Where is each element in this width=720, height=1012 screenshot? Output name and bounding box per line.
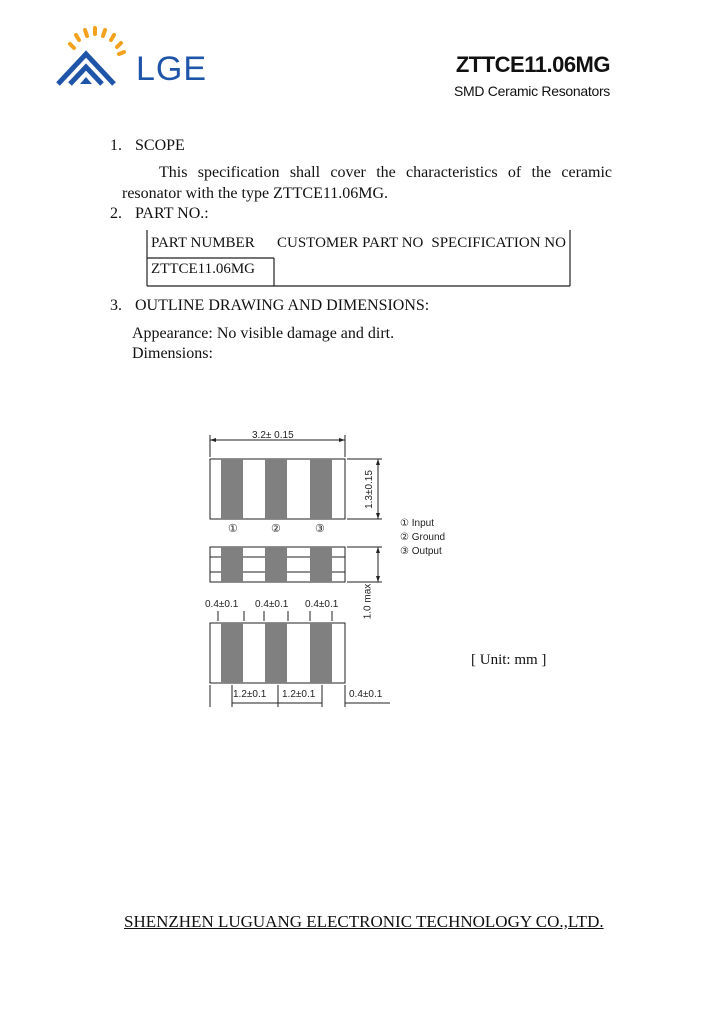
electrode-width-label: 0.4±0.1	[305, 599, 339, 610]
thickness-dimension-label: 1.0 max	[362, 583, 374, 620]
electrode-side-2	[265, 547, 287, 582]
table-cell-spec-no	[427, 256, 575, 282]
outline-number: 3.	[110, 297, 122, 314]
table-row	[147, 256, 575, 282]
table-header-cell: PART NUMBER	[151, 234, 255, 251]
pin-number-3: ③	[315, 523, 325, 535]
outline-heading: OUTLINE DRAWING AND DIMENSIONS:	[135, 297, 430, 314]
pitch-label: 1.2±0.1	[282, 689, 316, 700]
dimensions-label: Dimensions:	[132, 345, 213, 362]
partno-number: 2.	[110, 205, 122, 222]
table-header-cell: SPECIFICATION NO	[431, 234, 566, 251]
electrode-side-3	[310, 547, 332, 582]
company-name: SHENZHEN LUGUANG ELECTRONIC TECHNOLOGY CO.,LTD.	[124, 912, 604, 931]
electrode-top-1	[221, 459, 243, 519]
table-header-cell: CUSTOMER PART NO	[277, 234, 424, 251]
scope-heading: SCOPE	[135, 137, 185, 154]
electrode-bottom-1	[221, 623, 243, 683]
logo-emblem-icon	[52, 22, 132, 90]
electrode-width-label: 0.4±0.1	[205, 599, 239, 610]
scope-number: 1.	[110, 137, 122, 154]
appearance-text: Appearance: No visible damage and dirt.	[132, 325, 395, 342]
pin-legend-input: ① Input	[400, 518, 434, 529]
table-header-row	[147, 230, 575, 256]
scope-text-line1	[122, 164, 612, 182]
model-subtitle: SMD Ceramic Resonators	[454, 83, 610, 99]
electrode-top-2	[265, 459, 287, 519]
unit-label: [ Unit: mm ]	[471, 652, 547, 668]
electrode-width-label: 0.4±0.1	[255, 599, 289, 610]
pin-legend-output: ③ Output	[400, 546, 442, 557]
electrode-side-1	[221, 547, 243, 582]
table-cell-part-number: ZTTCE11.06MG	[151, 260, 256, 277]
pin-number-2: ②	[271, 523, 281, 535]
model-title: ZTTCE11.06MG	[455, 52, 610, 77]
scope-line1: This specification shall cover the characteristics of the ceramic	[159, 164, 612, 181]
partno-heading: PART NO.:	[135, 205, 209, 222]
logo-text: LGE	[136, 50, 208, 88]
pitch-label: 1.2±0.1	[233, 689, 267, 700]
electrode-top-3	[310, 459, 332, 519]
height-dimension-label: 1.3±0.15	[363, 470, 375, 509]
part-number-table	[147, 230, 575, 282]
pitch-label: 0.4±0.1	[349, 689, 383, 700]
table-cell-customer-part	[273, 256, 427, 282]
pin-legend-ground: ② Ground	[400, 532, 446, 543]
electrode-bottom-2	[265, 623, 287, 683]
electrode-bottom-3	[310, 623, 332, 683]
pin-number-1: ①	[228, 523, 238, 535]
scope-line2: resonator with the type ZTTCE11.06MG.	[122, 185, 389, 202]
company-logo	[52, 22, 242, 92]
outline-drawing	[200, 425, 450, 715]
width-dimension-label: 3.2± 0.15	[252, 430, 294, 441]
